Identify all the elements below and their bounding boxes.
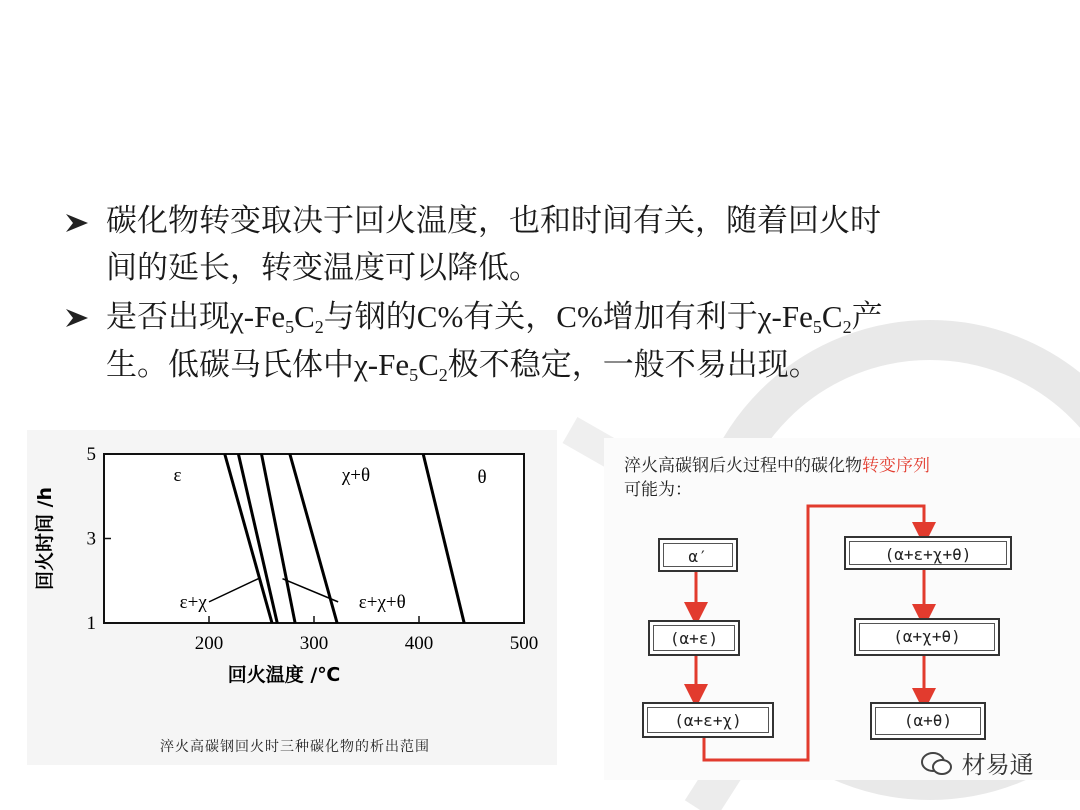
bullet-line: 碳化物转变取决于回火温度，也和时间有关，随着回火时 [106, 203, 881, 239]
region-label: θ [477, 467, 487, 489]
bullet-item [64, 198, 1024, 292]
bullet-line: 是否出现$\chi-Fe_5C_2$与钢的C%有关，C%增加有利于$\chi-Fe_5C_2$产 [106, 299, 883, 337]
region-label: χ+θ [341, 465, 371, 487]
chart-panel [27, 430, 557, 765]
y-tick-label: 3 [86, 528, 96, 550]
flow-box-right-3: (α+θ) [870, 702, 986, 740]
brand-logo: 材易通 [920, 745, 1034, 780]
x-axis-label: 回火温度 /℃ [227, 664, 341, 686]
y-tick-label: 5 [86, 444, 96, 465]
arrow-bullet-icon [64, 212, 90, 234]
flow-box-right-1: (α+ε+χ+θ) [844, 536, 1012, 570]
region-label: ε [173, 465, 182, 487]
bullet-line: 间的延长，转变温度可以降低。 [106, 250, 540, 286]
flow-box-left-3: (α+ε+χ) [642, 702, 774, 738]
x-tick-label: 400 [404, 633, 434, 654]
x-tick-label: 300 [299, 633, 329, 654]
bullet-line: 生。低碳马氏体中$\chi-Fe_5C_2$极不稳定，一般不易出现。 [106, 347, 820, 385]
flow-box-left-2: (α+ε) [648, 620, 740, 656]
y-axis-label: 回火时间 /h [34, 486, 56, 591]
flow-title: 淬火高碳钢后火过程中的碳化物转变序列 可能为： [624, 456, 930, 500]
bullet-item [64, 293, 1024, 389]
flow-box-right-2: (α+χ+θ) [854, 618, 1000, 656]
x-tick-label: 500 [509, 633, 539, 654]
region-label: ε+χ+θ [358, 591, 406, 613]
wechat-icon [920, 751, 954, 777]
bullet-list [64, 198, 1024, 390]
chart-caption: 淬火高碳钢回火时三种碳化物的析出范围 [160, 739, 430, 755]
tempering-chart [27, 430, 557, 730]
flow-panel [604, 438, 1080, 780]
flow-box-left-1: α′ [658, 538, 738, 572]
region-label: ε+χ [179, 591, 207, 613]
arrow-bullet-icon [64, 307, 90, 329]
x-tick-label: 200 [194, 633, 224, 654]
y-tick-label: 1 [86, 613, 96, 634]
